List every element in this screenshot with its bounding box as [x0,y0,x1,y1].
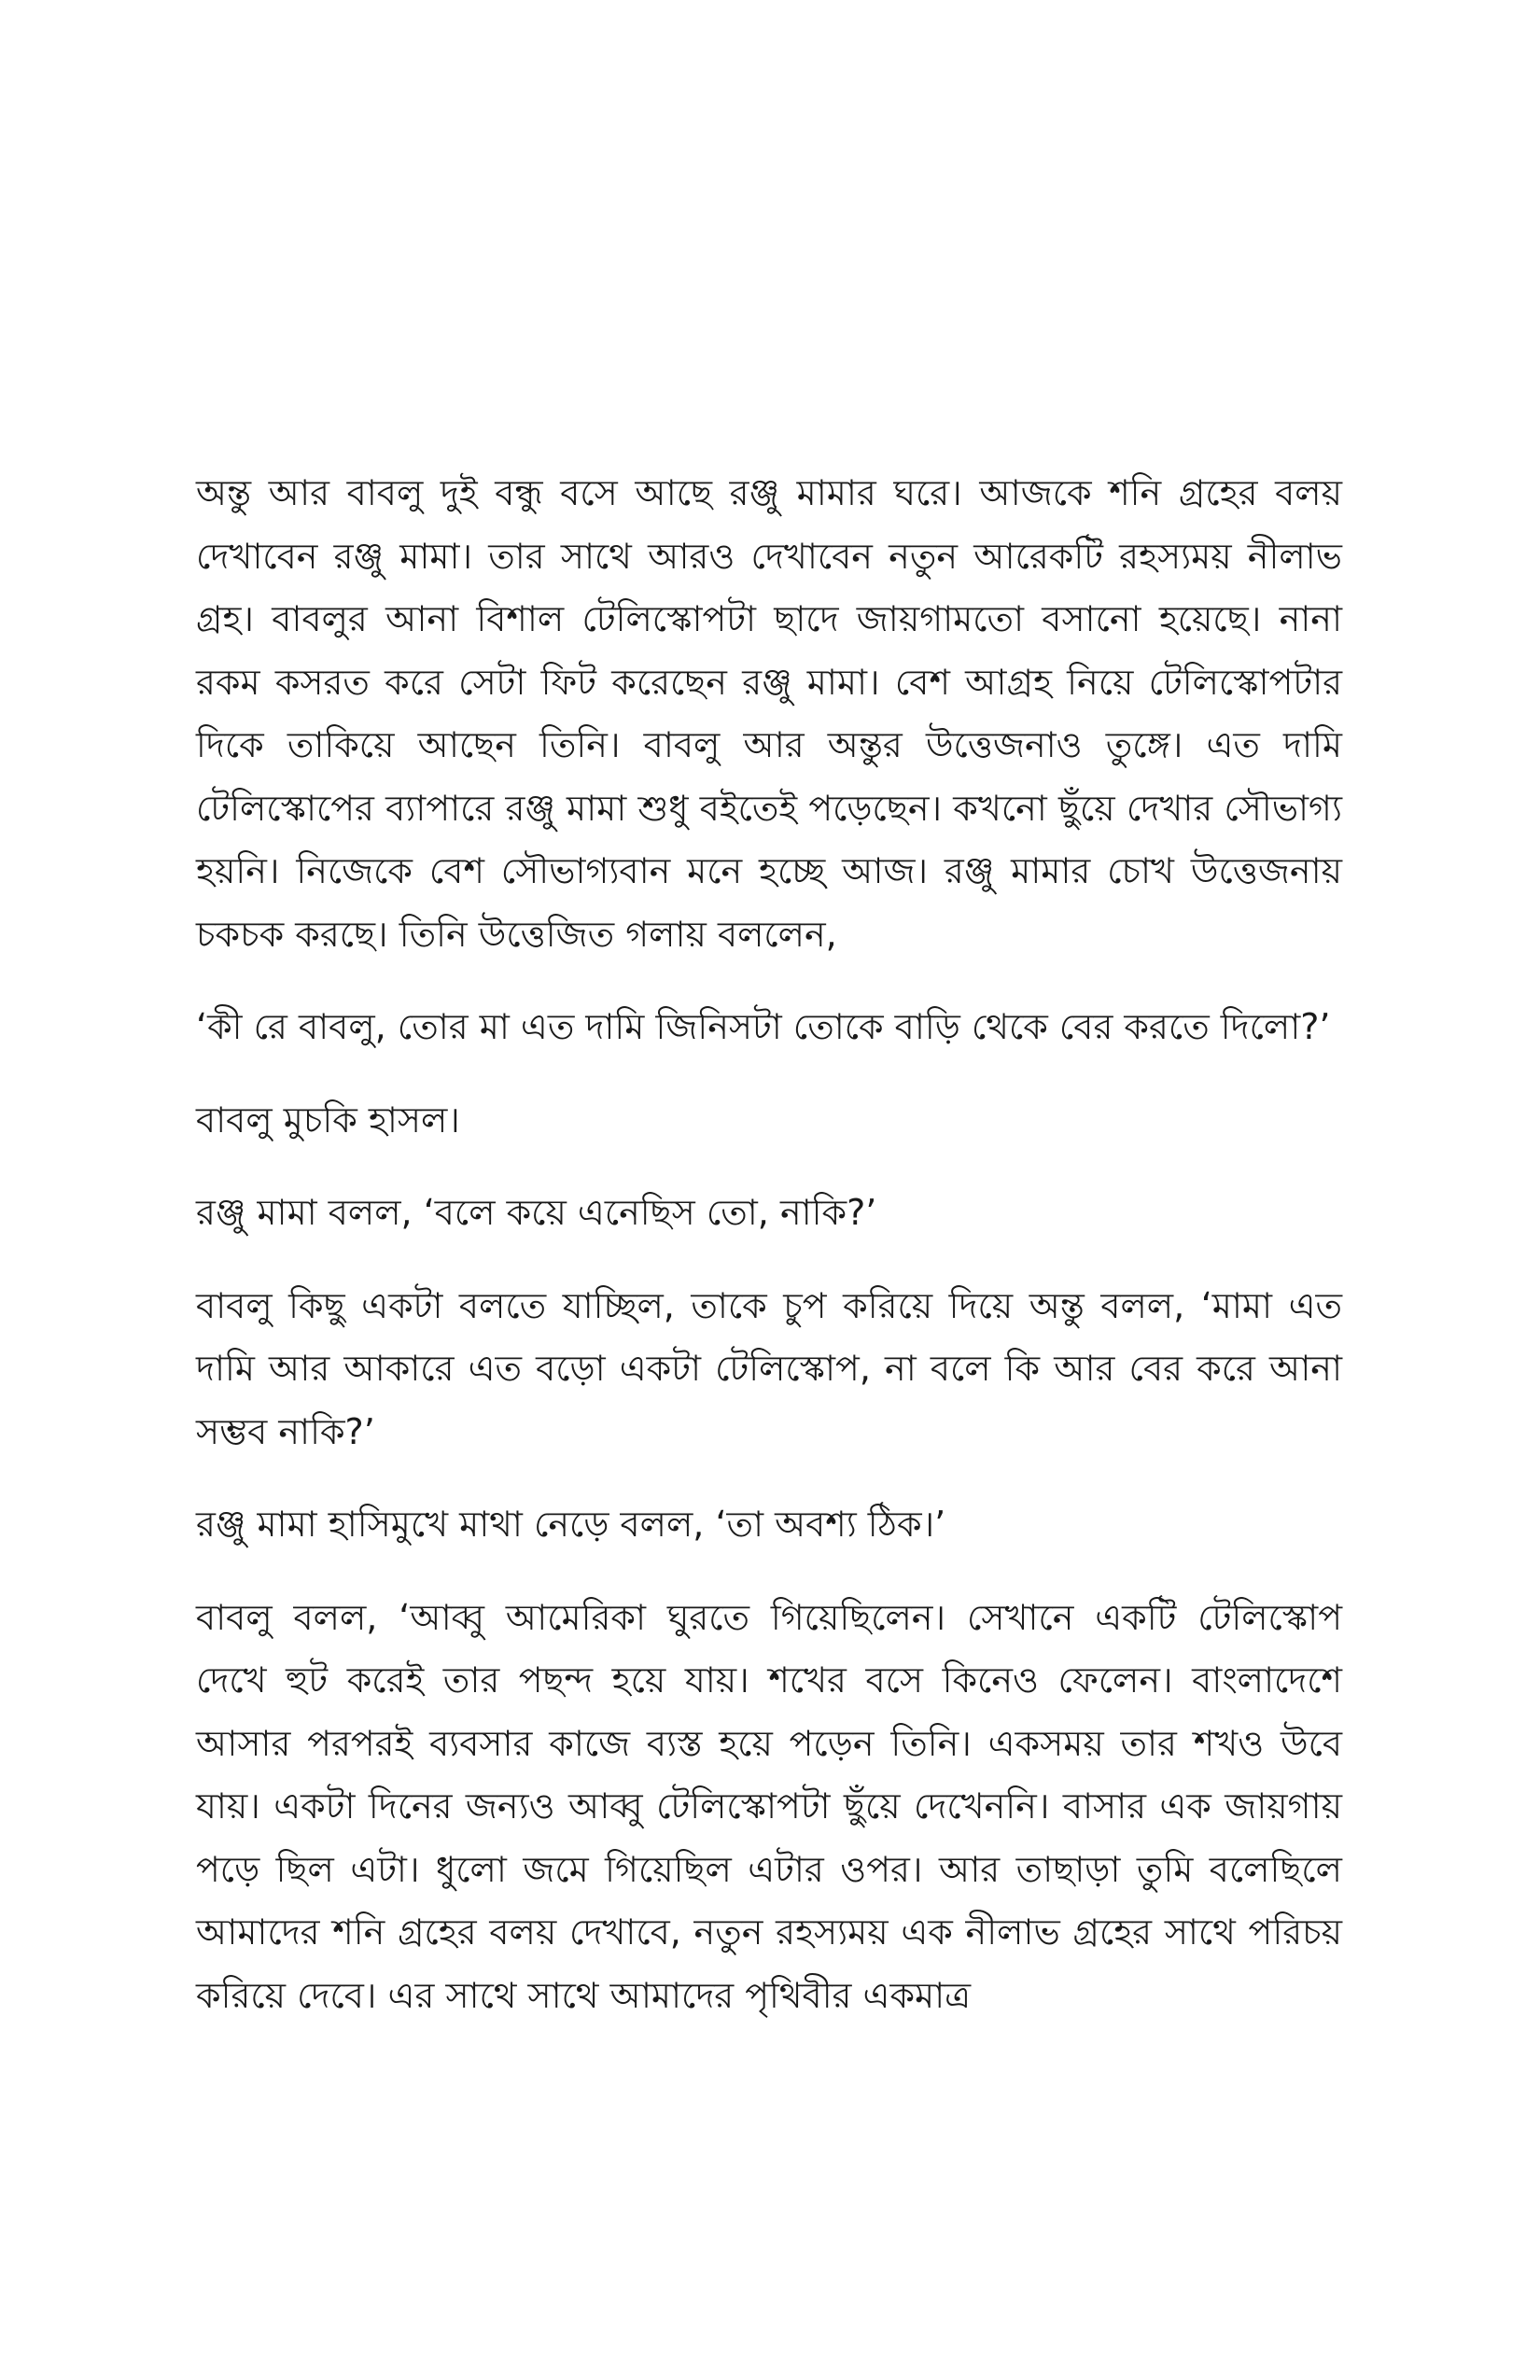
paragraph-bablu-explains: বাবলু বলল, ‘আব্বু আমেরিকা ঘুরতে গিয়েছিলেন। সেখানে একটি টেলিস্কোপ দেখে হুট করেই তার পছন্দ হয়ে যায়। শখের বসে কিনেও ফেলেন। বাংলাদেশে আসার পরপরই ব্যবসার কাজে ব্যস্ত হয়ে পড়েন তিনি। একসময় তার শখও উবে যায়। একটা দিনের জন্যও আব্বু টেলিস্কোপটা ছুঁয়ে দেখেননি। বাসার এক জায়গায় পড়ে ছিল এটা। ধুলো জমে গিয়েছিল এটার ওপর। আর তাছাড়া তুমি বলেছিলে আমাদের শনি গ্রহের বলয় দেখাবে, নতুন রহস্যময় এক নীলাভ গ্রহের সাথে পরিচয় করিয়ে দেবে। এর সাথে সাথে আমাদের পৃথিবীর একমাত্র [196,1596,1342,2016]
paragraph-intro: অন্তু আর বাবলু দুই বন্ধু বসে আছে রঞ্জু মামার ঘরে। আজকে শনি গ্রহের বলয় দেখাবেন রঞ্জু মামা। তার সাথে আরও দেখাবেন নতুন আরেকটি রহস্যময় নীলাভ গ্রহ। বাবলুর আনা বিশাল টেলিস্কোপটা ছাদে জায়গামতো বসানো হয়েছে। নানা রকম কসরত করে সেটা ফিট করেছেন রঞ্জু মামা। বেশ আগ্রহ নিয়ে টেলিস্কোপটার দিকে তাকিয়ে আছেন তিনি। বাবলু আর অন্তুর উত্তেজনাও তুঙ্গে। এত দামি টেলিস্কোপের ব্যাপারে রঞ্জু মামা শুধু বইতেই পড়েছেন। কখনো ছুঁয়ে দেখার সৌভাগ্য হয়নি। নিজেকে বেশ সৌভাগ্যবান মনে হচ্ছে আজ। রঞ্জু মামার চোখ উত্তেজনায় চকচক করছে। তিনি উত্তেজিত গলায় বললেন, [196,472,1342,955]
paragraph-smile: বাবলু মুচকি হাসল। [196,1099,460,1141]
paragraph-antu-replies: বাবলু কিছু একটা বলতে যাচ্ছিল, তাকে চুপ করিয়ে দিয়ে অন্তু বলল, ‘মামা এত দামি আর আকারে এত বড়ো একটা টেলিস্কোপ, না বলে কি আর বের করে আনা সম্ভব নাকি?’ [196,1284,1342,1452]
paragraph-ranju-asks: রঞ্জু মামা বলল, ‘বলে কয়ে এনেছিস তো, নাকি?’ [196,1192,877,1233]
paragraph-dialogue-question: ‘কী রে বাবলু, তোর মা এত দামি জিনিসটা তোকে বাড়ি থেকে বের করতে দিলো?’ [196,1006,1331,1047]
page-body [196,462,1342,2057]
paragraph-ranju-agrees: রঞ্জু মামা হাসিমুখে মাথা নেড়ে বলল, ‘তা অবশ্য ঠিক।’ [196,1504,946,1545]
